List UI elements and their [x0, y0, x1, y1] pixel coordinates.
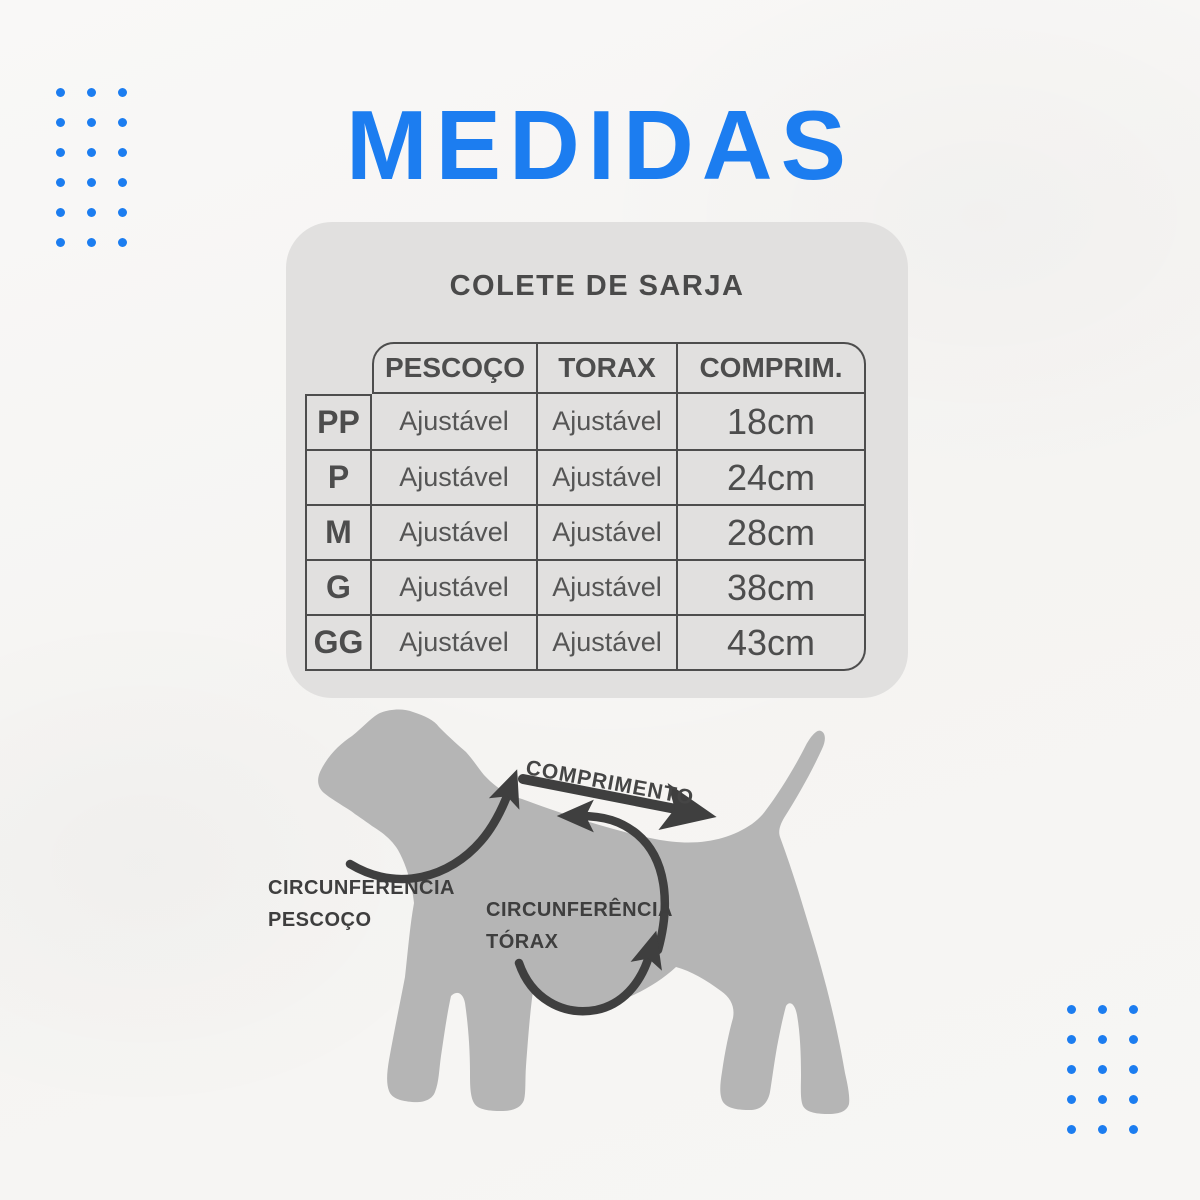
chest-circumference-label	[486, 894, 673, 958]
size-cell: GG	[305, 616, 372, 671]
length-cell: 28cm	[678, 506, 866, 561]
chest-label-line2: TÓRAX	[486, 931, 559, 953]
neck-circumference-label	[268, 872, 455, 936]
size-cell: M	[305, 506, 372, 561]
neck-cell: Ajustável	[372, 561, 538, 616]
chest-cell: Ajustável	[538, 451, 678, 506]
length-cell: 18cm	[678, 394, 866, 451]
neck-cell: Ajustável	[372, 506, 538, 561]
chest-cell: Ajustável	[538, 506, 678, 561]
chest-cell: Ajustável	[538, 394, 678, 451]
size-cell: PP	[305, 394, 372, 451]
length-cell: 24cm	[678, 451, 866, 506]
column-header-chest: TORAX	[538, 342, 678, 394]
chest-cell: Ajustável	[538, 616, 678, 671]
product-name: COLETE DE SARJA	[449, 270, 745, 302]
page-title: MEDIDAS	[346, 90, 854, 200]
length-cell: 38cm	[678, 561, 866, 616]
chest-label-line1: CIRCUNFERÊNCIA	[486, 899, 673, 921]
column-header-length: COMPRIM.	[678, 342, 866, 394]
neck-label-line2: PESCOÇO	[268, 909, 372, 931]
neck-label-line1: CIRCUNFERÊNCIA	[268, 877, 455, 899]
length-arrow-label: COMPRIMENTO	[523, 756, 696, 810]
size-cell: P	[305, 451, 372, 506]
length-cell: 43cm	[678, 616, 866, 671]
neck-cell: Ajustável	[372, 616, 538, 671]
size-cell: G	[305, 561, 372, 616]
neck-cell: Ajustável	[372, 394, 538, 451]
chest-cell: Ajustável	[538, 561, 678, 616]
column-header-neck: PESCOÇO	[372, 342, 538, 394]
neck-cell: Ajustável	[372, 451, 538, 506]
